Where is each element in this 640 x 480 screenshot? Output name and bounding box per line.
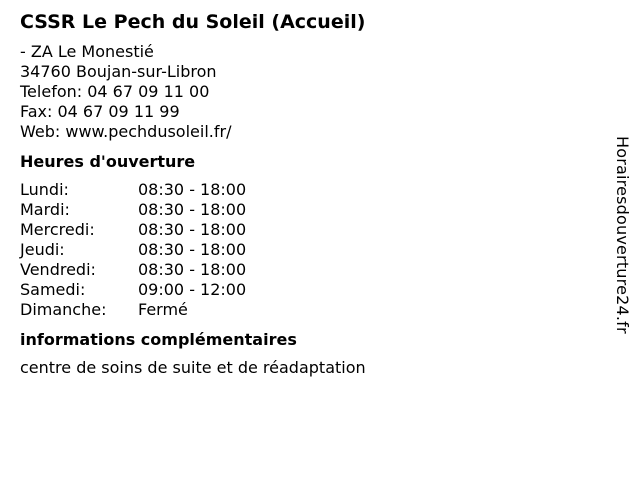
day-label: Dimanche: — [20, 300, 107, 319]
listing-card — [20, 10, 600, 378]
brand-watermark: Horairesdouverture24.fr — [613, 136, 632, 334]
day-label: Vendredi: — [20, 260, 96, 279]
hours-row-jeudi — [20, 240, 600, 260]
hours-row-dimanche — [20, 300, 600, 320]
fax-number: Fax: 04 67 09 11 99 — [20, 102, 180, 121]
time-value: 08:30 - 18:00 — [138, 240, 247, 259]
address-city: 34760 Boujan-sur-Libron — [20, 62, 217, 81]
opening-hours-table — [20, 180, 600, 320]
page-title: CSSR Le Pech du Soleil (Accueil) — [20, 11, 366, 33]
time-value: 08:30 - 18:00 — [138, 220, 247, 239]
time-value: Fermé — [138, 300, 188, 319]
day-label: Mardi: — [20, 200, 70, 219]
address-street: - ZA Le Monestié — [20, 42, 154, 61]
website-link[interactable]: Web: www.pechdusoleil.fr/ — [20, 122, 232, 141]
day-label: Jeudi: — [20, 240, 65, 259]
day-label: Lundi: — [20, 180, 69, 199]
hours-row-vendredi — [20, 260, 600, 280]
time-value: 08:30 - 18:00 — [138, 200, 247, 219]
additional-info-heading: informations complémentaires — [20, 330, 297, 349]
day-label: Samedi: — [20, 280, 86, 299]
time-value: 08:30 - 18:00 — [138, 180, 247, 199]
hours-row-mercredi — [20, 220, 600, 240]
hours-row-mardi — [20, 200, 600, 220]
opening-hours-heading: Heures d'ouverture — [20, 152, 196, 171]
time-value: 08:30 - 18:00 — [138, 260, 247, 279]
day-label: Mercredi: — [20, 220, 95, 239]
phone-number: Telefon: 04 67 09 11 00 — [20, 82, 210, 101]
address-block — [20, 42, 600, 142]
time-value: 09:00 - 12:00 — [138, 280, 247, 299]
additional-info-text: centre de soins de suite et de réadaptation — [20, 358, 366, 377]
hours-row-lundi — [20, 180, 600, 200]
hours-row-samedi — [20, 280, 600, 300]
